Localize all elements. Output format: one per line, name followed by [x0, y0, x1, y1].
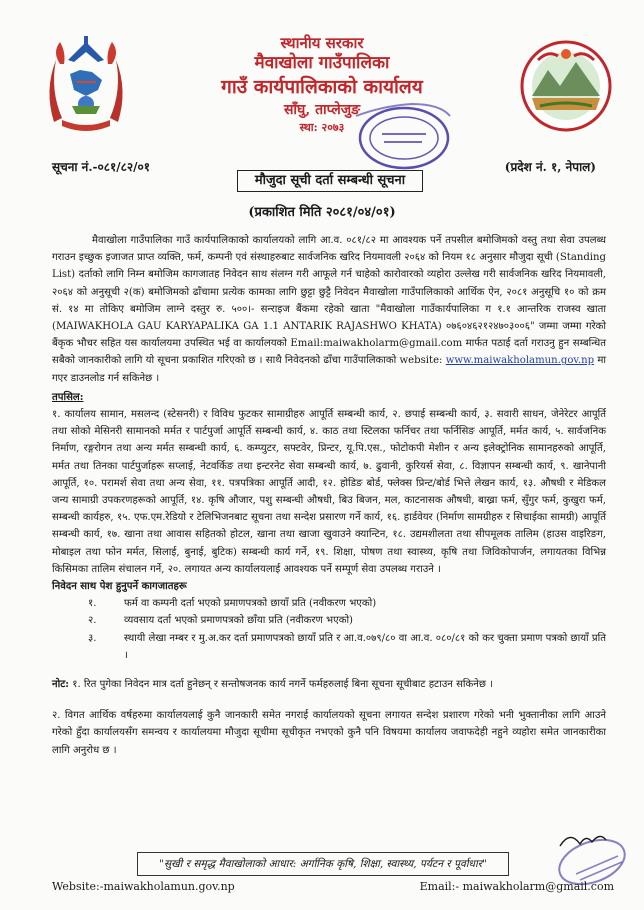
docs-item-number: ३.: [88, 632, 97, 644]
docs-item-number: २.: [88, 615, 97, 627]
intro-text-1: मैवाखोला गाउँपालिका गाउँ कार्यपालिकाको कार्यालयको लागि आ.व. ०८१/८२ मा आवश्यक पर्ने तपसील बमोजिमको वस्तु तथा सेवा उपलब्ध गराउन इच्छुक इजाजत प्राप्त व्यक्ति, फर्म, कम्पनी एवं संस्थाहरुबाट सार्वजनिक खरिद नियमावली २०६४ को नियम १८ अनुसार मौजुदा सूची (Standing List) दर्ताको लागि निम्न बमोजिम कागजातह निवेदन साथ संलग्न गरी आफूले गर्न चाहेको कारोवारको व्यहोरा उल्लेख गरी सार्वजनिक खरिद नियमावली, २०६४ को अनुसूची २(क) बमोजिमको ढाँचामा प्रत्येक कामका लागि छुट्टा छुट्टै निवेदन मैवाखोला गाउँपालिकाको आर्थिक ऐन, २०८१ अनुसूचि १० को क्रम सं. १४ मा तोकिए बमोजिम लाग्ने दस्तुर रु. ५००।- सन्‍राइज बैंकमा रहेको खाता "मैवाखोला गाउँकार्यपालिका ग १.१ आन्तरिक राजस्व खाता (MAIWAKHOLA GAU KARYAPALIKA GA 1.1 ANTARIK RAJASHWO KHATA) ०७६०४६२१२४७०३००६" जम्मा जम्मा गरेको बैंकृक भौचर सहित यस कार्यालयमा उपस्थित भई वा कार्यालयको Email:maiwakholarm@gmail.com मार्फत पठाई दर्ता गराउनु हुन सम्बन्धित सबैको जानकारीको लागि यो सूचना प्रकाशित गरिएको छ । साथै निवेदनको ढाँचा गाउँपालिकाको website:: [52, 235, 606, 367]
note-2: २. विगत आर्थिक वर्षहरुमा कार्यालयलाई कुनै जानकारी समेत नगराई कार्यालयको सूचना लगायत सन्देश प्रशारण गरेको भनी भुक्तानीका लागि आउने गरेको हुँदा कार्यालयसँग समन्वय र कार्यालयमा मौजुदा सूचीमा सूचीकृत नभएको कुनै पनि विषयमा कार्यालय जवाफदेही नहुने व्यहोरा समेत जानकारीका लागि अनुरोध छ ।: [52, 710, 606, 756]
published-date: (प्रकाशित मिति २०८१/०४/०१): [248, 205, 396, 220]
signature-stamp-icon: [540, 826, 630, 886]
letterhead: [0, 34, 644, 136]
letterhead-line-5: स्था: २०७३: [299, 121, 345, 134]
tapsil-list: १. कार्यालय सामान, मसलन्द (स्टेसनरी) र विविध फुटकर सामाग्रीहरु आपूर्ति सम्बन्धी कार्य, २. छपाई सम्बन्धी कार्य, ३. सवारी साधन, जेनेरेटर आपूर्ति तथा सोको मेसिनरी सामानको मर्मत र पार्टपुर्जा आपूर्ति सम्बन्धी कार्य, ४. काठ तथा स्टिलका फर्निचर तथा फर्निसिङ आपूर्ति, मर्मत कार्य, ५. सार्वजनिक निर्माण, रङ्गरोगन तथा अन्य मर्मत सम्बन्धी कार्य, ६. कम्प्युटर, सफ्टवेर, प्रिन्टर, यू.पि.एस., फोटोकपी मेशीन र अन्य इलेक्ट्रोनिक सामानहरुको आपूर्ति, मर्मत तथा तिनका पार्टपुर्जाहरू सप्लाई, नेटवर्किङ तथा इन्टरनेट सेवा सम्बन्धी कार्य, ७. ढुवानी, कुरियर्स सेवा, ८. विज्ञापन सम्बन्धी कार्य, ९. खानेपानी आपूर्ति, १०. परामर्श सेवा तथा अन्य सेवा, ११. पत्रपत्रिका आपूर्ति आदी, १२. होडिङ बोर्ड, फ्लेक्स प्रिन्ट/बोर्ड भित्ते लेखन कार्य, १३. औषधी र मेडिकल जन्य सामाग्री उपकरणहरूको आपूर्ति, १४. कृषि औजार, पशु सम्बन्धी औषधी, बिउ बिजन, मल, काटनासक औषधी, बाख्रा फर्म, सुँगुर फर्म, कुखुरा फर्म, सम्बन्धी कार्यहरु, १५. एफ.एम.रेडियो र टेलिभिजनबाट सूचना तथा सन्देश प्रसारण गर्ने कार्य, १६. हार्डवेयर (निर्माण सामग्रीहरु र सिचाईका सामग्री) आपूर्ति सम्बन्धी कार्य, १७. खाना तथा आवास सहितको होटल, खाना तथा खाजा खुवाउने क्यान्टिन, १८. उद्यमशीलता तथा सीपमूलक तालिम (हाउस वाइरिङग, मोबाइल तथा फोन मर्मत, सिलाई, बुनाई, बुटिक) सम्बन्धी कार्य गर्ने, १९. शिक्षा, पोषण तथा स्वास्थ्य, कृषि तथा जिविकोपार्जन, लगायतका विभिन्न किसिमका तालिम संचालन गर्ने, २०. लगायत अन्य कार्यालयलाई आवश्यक पर्ने सम्पूर्ण सेवा उपलब्ध गराउने ।: [52, 409, 606, 575]
docs-item-number: १.: [88, 598, 97, 610]
docs-heading: निवेदन साथ पेश हुनुपर्ने कागजातहरू: [52, 581, 187, 593]
note-1: [52, 676, 606, 693]
notice-body: [52, 232, 606, 759]
letterhead-line-2: मैवाखोला गाउँपालिका: [254, 53, 390, 73]
office-stamp-icon: [352, 98, 452, 174]
note-1-text: १. रित पुगेका निवेदन मात्र दर्ता हुनेछन् र सन्तोषजनक कार्य नगर्ने फर्महरुलाई बिना सूचना सूचीबाट हटाउन सकिनेछ ।: [72, 679, 493, 691]
docs-list-item: [88, 595, 606, 612]
intro-paragraph: [52, 232, 606, 387]
notice-number: सूचना नं.-०८१/८२/०१: [52, 160, 150, 174]
letterhead-line-3: गाउँ कार्यपालिकाको कार्यालय: [221, 76, 423, 98]
docs-item-text: व्यवसाय दर्ता भएको प्रमाणपत्रको छाँया प्रति (नवीकरण भएको): [124, 615, 353, 627]
docs-item-text: स्थायी लेखा नम्बर र मु.अ.कर दर्ता प्रमाणपत्रको छायाँ प्रति र आ.व.०७९/८० वा आ.व. ०८०/८१ को कर चुक्ता प्रमाण पत्रको छायाँ प्रति ।: [124, 632, 606, 661]
motto-box: "सुखी र समृद्ध मैवाखोलाको आधार: अर्गानिक कृषि, शिक्षा, स्वास्थ्य, पर्यटन र पूर्वाधार": [137, 852, 509, 876]
docs-list-item: [88, 612, 606, 629]
province-label: (प्रदेश नं. १, नेपाल): [504, 160, 596, 174]
notice-title: मौजुदा सूची दर्ता सम्बन्धी सूचना: [237, 170, 423, 192]
letterhead-line-1: स्थानीय सरकार: [280, 34, 364, 52]
footer-email: Email:- maiwakholarm@gmail.com: [419, 880, 614, 893]
docs-list-item: [88, 630, 606, 664]
docs-list: [52, 595, 606, 664]
letterhead-line-4: साँघु, ताप्लेजुङ: [283, 102, 361, 118]
website-link[interactable]: www.maiwakholamun.gov.np: [445, 355, 595, 367]
tapsil-heading: तपसिल:: [52, 391, 84, 403]
intro-text-2: मा गएर डाउनलोड गर्न सकिनेछ ।: [52, 355, 606, 384]
docs-item-text: फर्म वा कम्पनी दर्ता भएको प्रमाणपत्रको छायाँ प्रति (नवीकरण भएको): [124, 598, 377, 610]
footer-website: Website:-maiwakholamun.gov.np: [52, 880, 235, 893]
note-label: नोट:: [52, 679, 70, 691]
